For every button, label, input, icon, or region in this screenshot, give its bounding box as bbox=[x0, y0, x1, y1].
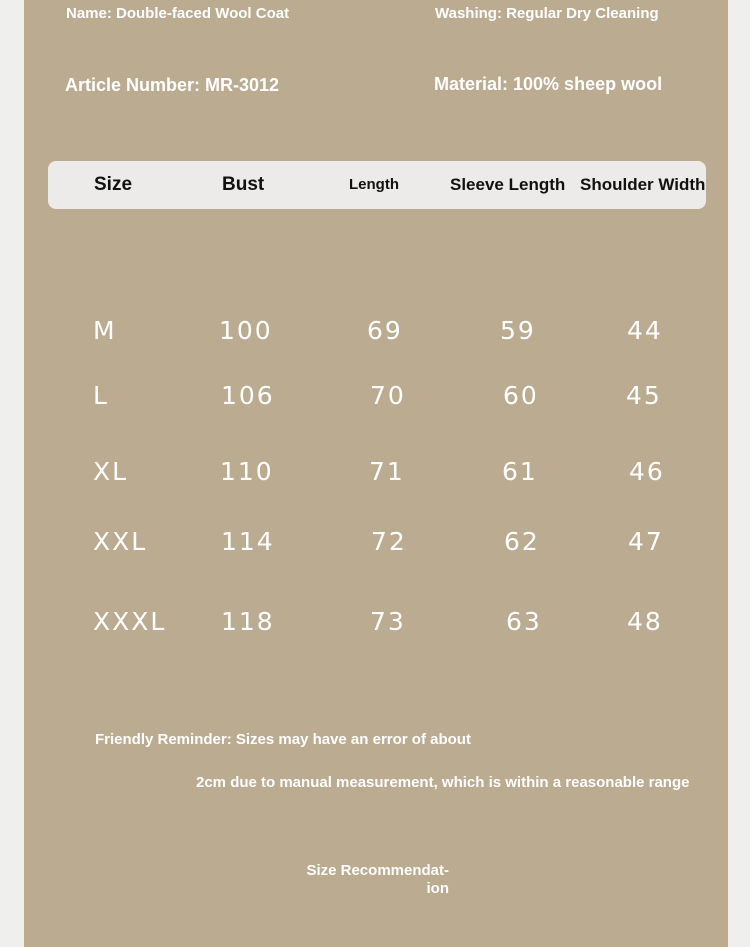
cell-shoulder: 44 bbox=[627, 316, 663, 345]
cell-bust: 100 bbox=[219, 316, 273, 345]
cell-bust: 106 bbox=[221, 381, 275, 410]
cell-sleeve: 60 bbox=[503, 381, 539, 410]
cell-size: XL bbox=[93, 457, 129, 486]
cell-shoulder: 46 bbox=[629, 457, 665, 486]
cell-length: 72 bbox=[371, 527, 407, 556]
cell-sleeve: 62 bbox=[504, 527, 540, 556]
size-chart-panel bbox=[24, 0, 728, 947]
cell-length: 71 bbox=[369, 457, 405, 486]
cell-length: 70 bbox=[370, 381, 406, 410]
table-header bbox=[48, 161, 706, 209]
cell-size: M bbox=[93, 316, 117, 345]
cell-shoulder: 47 bbox=[628, 527, 664, 556]
washing-info: Washing: Regular Dry Cleaning bbox=[435, 5, 659, 22]
cell-bust: 118 bbox=[221, 607, 275, 636]
cell-bust: 110 bbox=[220, 457, 274, 486]
cell-size: L bbox=[93, 381, 109, 410]
cell-sleeve: 63 bbox=[506, 607, 542, 636]
reminder-line-1: Friendly Reminder: Sizes may have an error of about bbox=[95, 731, 471, 748]
cell-shoulder: 45 bbox=[626, 381, 662, 410]
header-bust: Bust bbox=[222, 174, 265, 195]
cell-length: 69 bbox=[367, 316, 403, 345]
cell-size: XXXL bbox=[93, 607, 167, 636]
article-number: Article Number: MR-3012 bbox=[65, 75, 280, 95]
cell-bust: 114 bbox=[221, 527, 275, 556]
cell-shoulder: 48 bbox=[627, 607, 663, 636]
header-length: Length bbox=[349, 176, 399, 193]
reminder-line-2: 2cm due to manual measurement, which is within a reasonable range bbox=[196, 774, 690, 791]
header-sleeve-length: Sleeve Length bbox=[450, 175, 566, 194]
cell-sleeve: 59 bbox=[500, 316, 536, 345]
header-shoulder-width: Shoulder Width bbox=[580, 175, 706, 194]
header-size: Size bbox=[94, 174, 133, 195]
size-recommendation-title: Size Recommendat-ion bbox=[306, 862, 449, 897]
cell-sleeve: 61 bbox=[502, 457, 538, 486]
cell-size: XXL bbox=[93, 527, 148, 556]
cell-length: 73 bbox=[370, 607, 406, 636]
product-name: Name: Double-faced Wool Coat bbox=[66, 5, 290, 22]
material-info: Material: 100% sheep wool bbox=[434, 74, 663, 94]
